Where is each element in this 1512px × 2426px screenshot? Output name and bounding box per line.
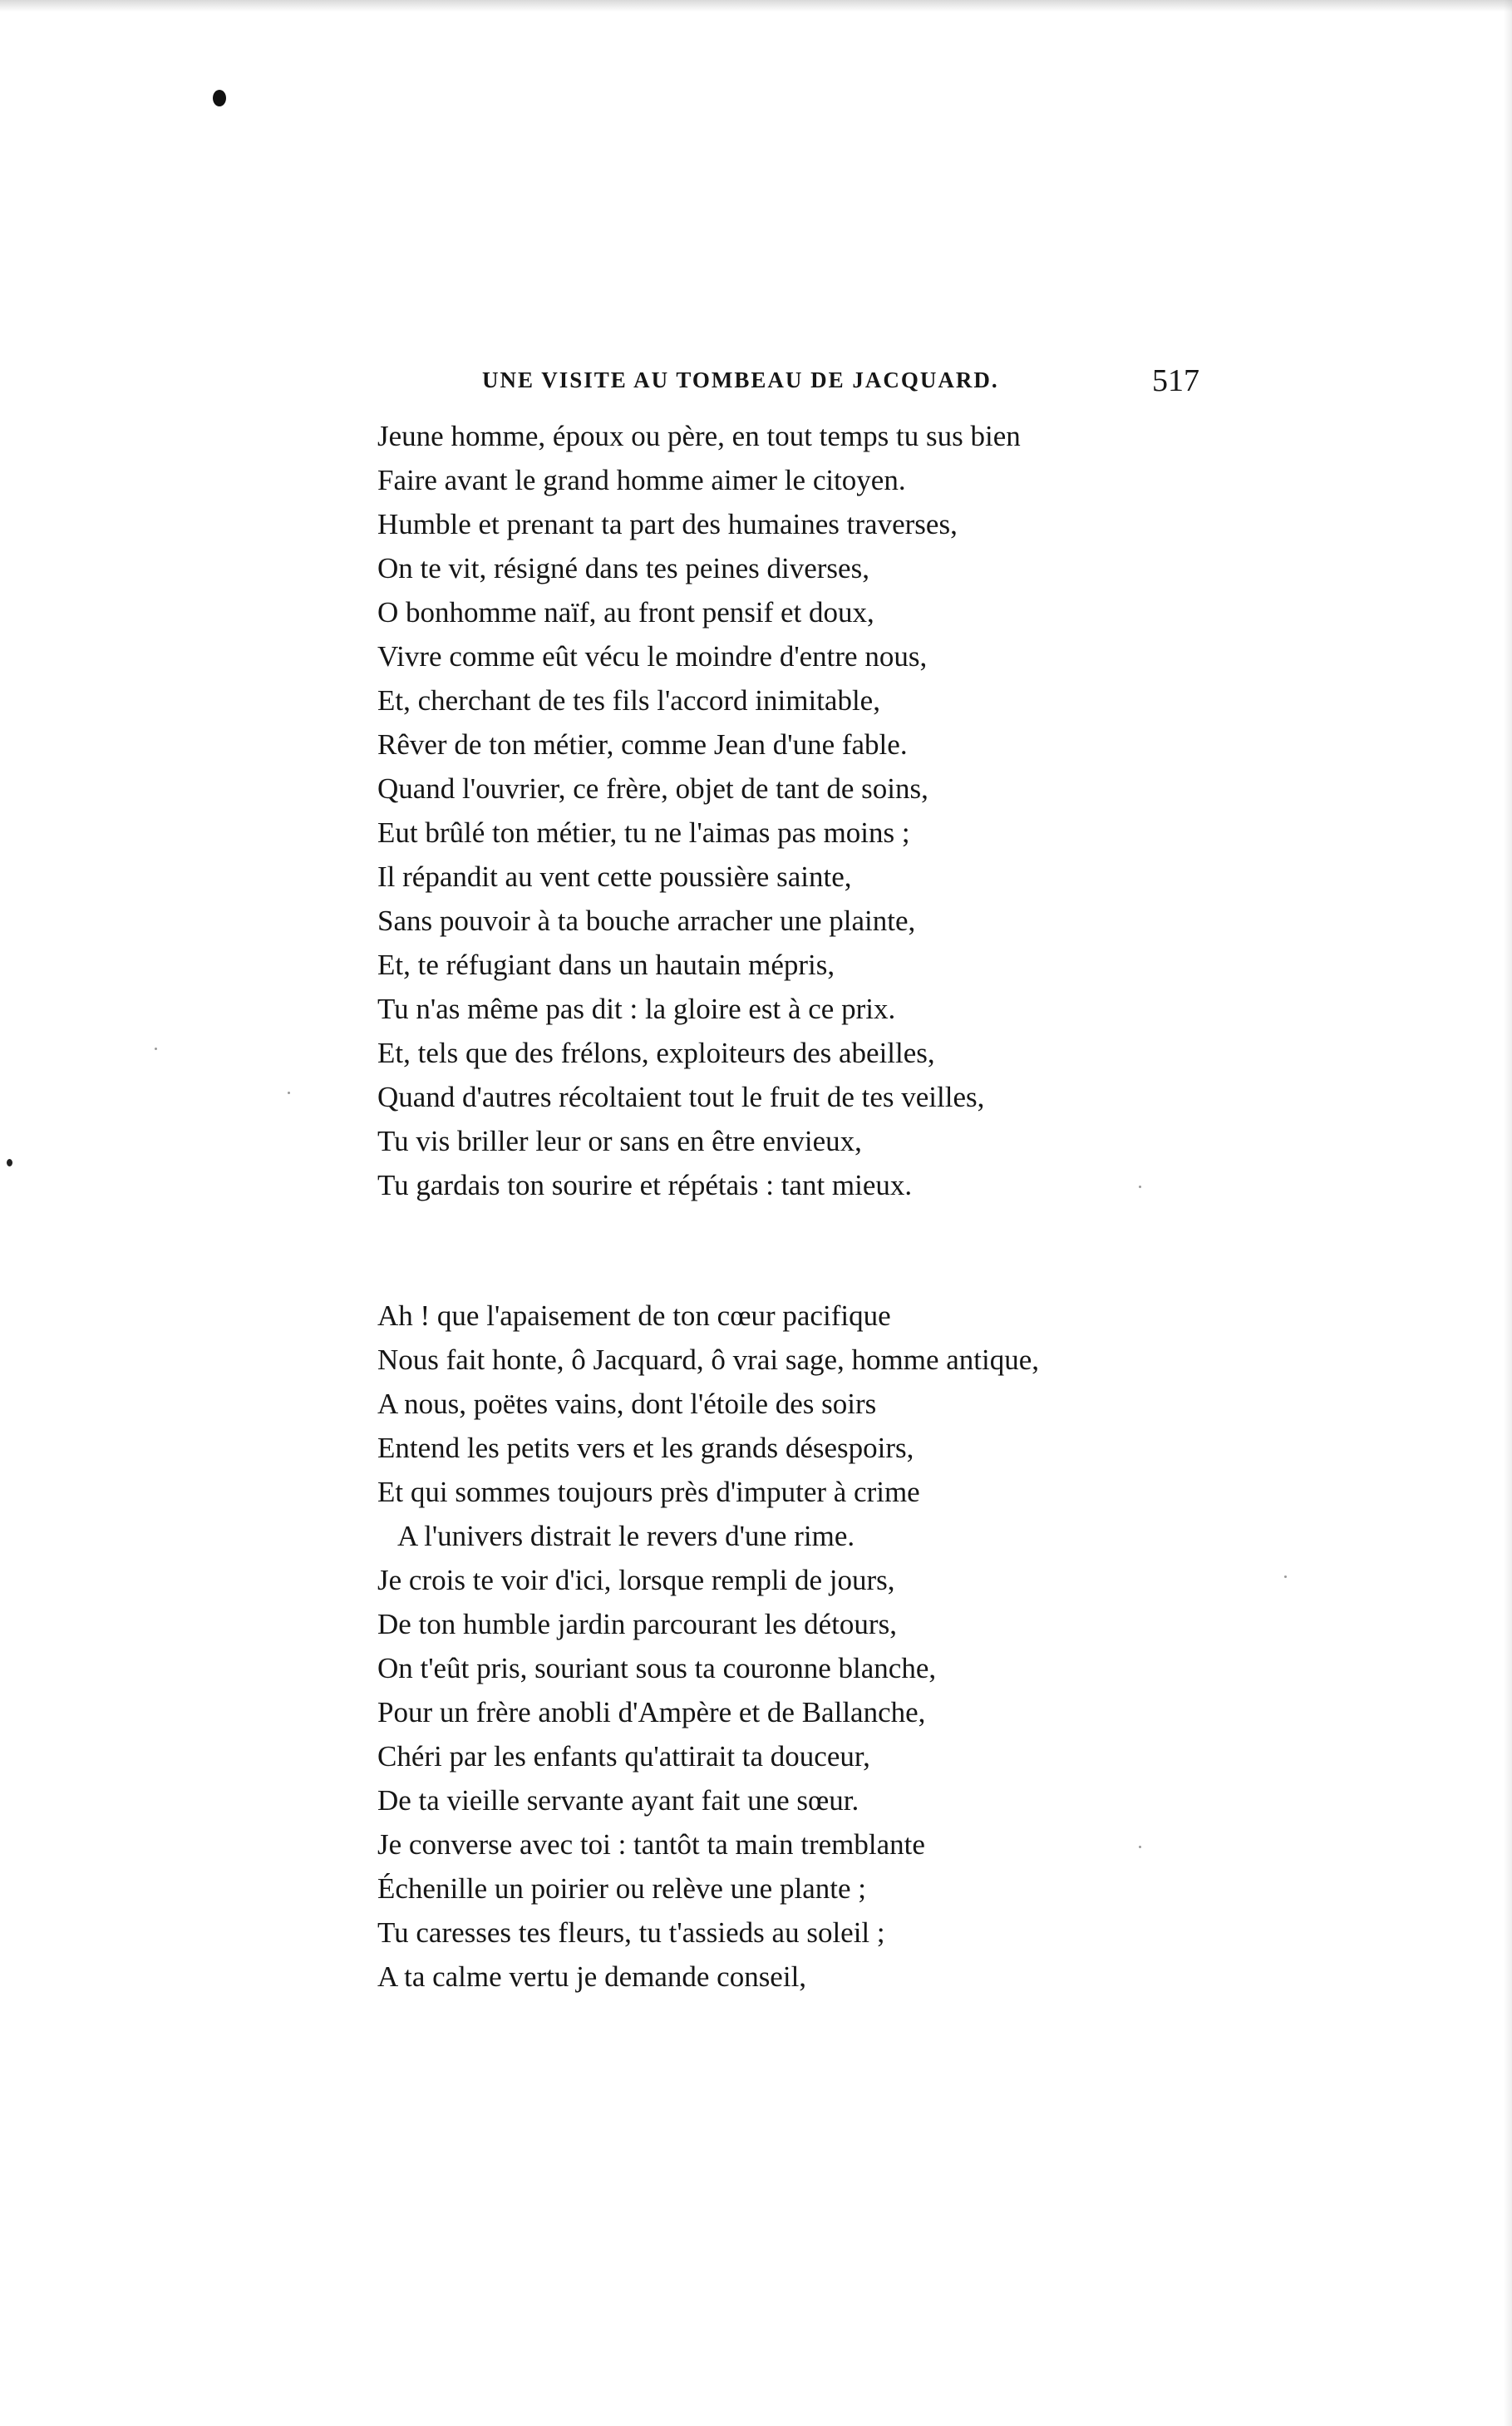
verse-line: Ah ! que l'apaisement de ton cœur pacifique [377,1299,891,1332]
verse-line: Chéri par les enfants qu'attirait ta douceur, [377,1740,870,1773]
verse-line: Faire avant le grand homme aimer le citoyen. [377,464,906,496]
paper-speck [288,1092,290,1094]
verse-line: O bonhomme naïf, au front pensif et doux, [377,596,874,629]
verse-line: Nous fait honte, ô Jacquard, ô vrai sage, homme antique, [377,1344,1040,1376]
verse-line: Il répandit au vent cette poussière sainte, [377,860,852,893]
verse-line: Tu vis briller leur or sans en être envieux, [377,1125,862,1157]
verse-line: Échenille un poirier ou relève une plante ; [377,1872,866,1905]
scan-top-edge [0,0,1512,12]
ink-spot [213,90,226,106]
paper-speck [155,1048,157,1050]
verse-line: Pour un frère anobli d'Ampère et de Ballanche, [377,1696,926,1728]
margin-ink-dot [7,1159,12,1166]
verse-line: Jeune homme, époux ou père, en tout temps tu sus bien [377,420,1021,452]
verse-line: De ta vieille servante ayant fait une sœur. [377,1784,859,1817]
poem-stanza-2 [377,1294,1039,1999]
verse-line: On te vit, résigné dans tes peines diverses, [377,552,869,584]
paper-speck [1139,1186,1141,1188]
verse-line: Je crois te voir d'ici, lorsque rempli de jours, [377,1564,895,1596]
verse-line: A l'univers distrait le revers d'une rime. [397,1520,855,1552]
verse-line: Humble et prenant ta part des humaines traverses, [377,508,958,540]
verse-line: Tu n'as même pas dit : la gloire est à ce prix. [377,993,896,1025]
verse-line: Et qui sommes toujours près d'imputer à crime [377,1476,920,1508]
verse-line: Rêver de ton métier, comme Jean d'une fable. [377,728,908,761]
verse-line: Et, tels que des frélons, exploiteurs des abeilles, [377,1037,935,1069]
verse-line: Entend les petits vers et les grands désespoirs, [377,1432,914,1464]
verse-line: A nous, poëtes vains, dont l'étoile des soirs [377,1388,877,1420]
verse-line: Sans pouvoir à ta bouche arracher une plainte, [377,905,916,937]
poem-stanza-1 [377,414,1021,1207]
running-header [0,362,1512,404]
verse-line: Et, te réfugiant dans un hautain mépris, [377,949,835,981]
page-number: 517 [1152,363,1199,398]
paper-speck [1139,1846,1141,1848]
verse-line: Je converse avec toi : tantôt ta main tremblante [377,1828,925,1861]
verse-line: Quand d'autres récoltaient tout le fruit de tes veilles, [377,1081,985,1113]
verse-line: De ton humble jardin parcourant les détours, [377,1608,897,1640]
verse-line: On t'eût pris, souriant sous ta couronne blanche, [377,1652,937,1684]
verse-line: Quand l'ouvrier, ce frère, objet de tant de soins, [377,772,928,805]
paper-speck [1284,1575,1287,1578]
verse-line: A ta calme vertu je demande conseil, [377,1960,807,1993]
verse-line: Vivre comme eût vécu le moindre d'entre nous, [377,640,928,673]
verse-line: Tu caresses tes fleurs, tu t'assieds au soleil ; [377,1916,885,1949]
verse-line: Et, cherchant de tes fils l'accord inimitable, [377,684,880,717]
verse-line: Tu gardais ton sourire et répétais : tant mieux. [377,1169,913,1201]
verse-line: Eut brûlé ton métier, tu ne l'aimas pas moins ; [377,816,910,849]
running-title: UNE VISITE AU TOMBEAU DE JACQUARD. [482,367,999,392]
